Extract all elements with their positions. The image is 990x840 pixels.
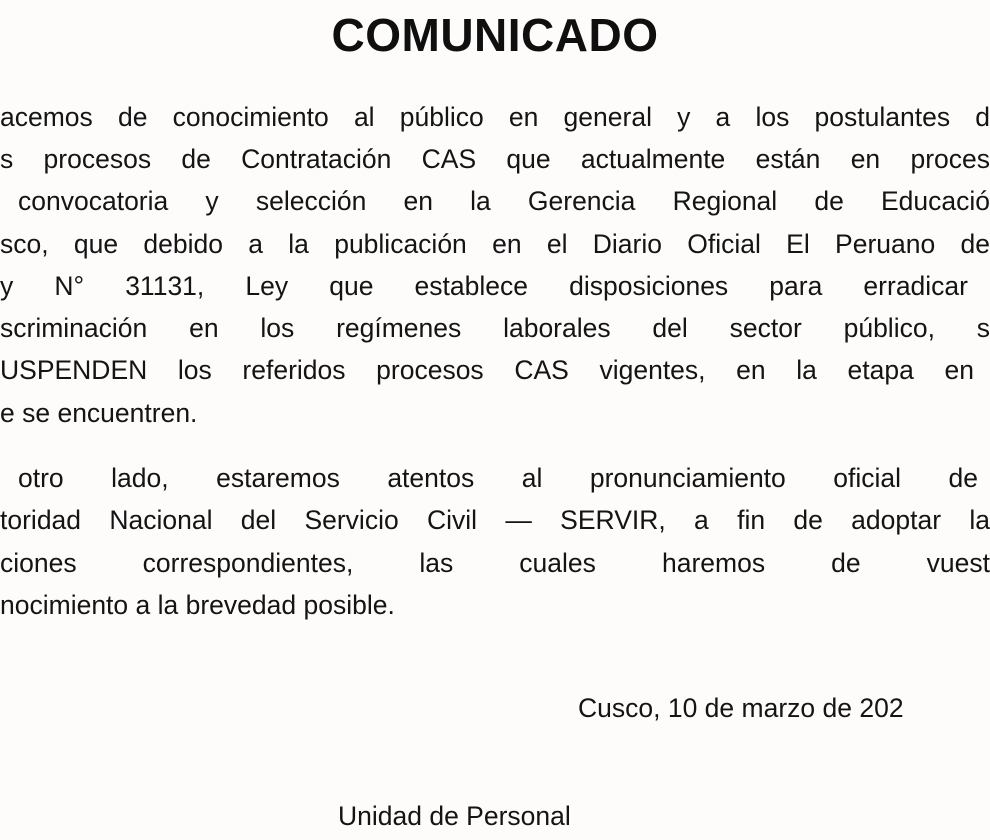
document-title: COMUNICADO bbox=[331, 9, 659, 61]
place-date: Cusco, 10 de marzo de 202 bbox=[578, 693, 904, 723]
paragraph-1-line-3: convocatoria y selección en la Gerencia Regional de Educació bbox=[18, 186, 990, 216]
paragraph-2-line-1: otro lado, estaremos atentos al pronunciamiento oficial de bbox=[18, 463, 978, 493]
paragraph-2-line-4: nocimiento a la brevedad posible. bbox=[0, 590, 395, 620]
paragraph-2-line-3: ciones correspondientes, las cuales haremos de vuest bbox=[0, 548, 990, 578]
paragraph-1-line-5: y N° 31131, Ley que establece disposiciones para erradicar bbox=[0, 271, 968, 301]
paragraph-1-line-4: sco, que debido a la publicación en el Diario Oficial El Peruano de bbox=[0, 229, 990, 259]
paragraph-2-line-2: toridad Nacional del Servicio Civil — SERVIR, a fin de adoptar la bbox=[0, 505, 990, 535]
signature-unit: Unidad de Personal bbox=[338, 801, 571, 831]
paragraph-1-line-2: s procesos de Contratación CAS que actualmente están en proces bbox=[0, 144, 990, 174]
paragraph-1-line-6: scriminación en los regímenes laborales del sector público, s bbox=[0, 313, 990, 343]
paragraph-1-line-1: acemos de conocimiento al público en general y a los postulantes d bbox=[0, 102, 990, 132]
paragraph-1-line-7: USPENDEN los referidos procesos CAS vigentes, en la etapa en bbox=[0, 355, 974, 385]
paragraph-1-line-8: e se encuentren. bbox=[0, 398, 198, 428]
